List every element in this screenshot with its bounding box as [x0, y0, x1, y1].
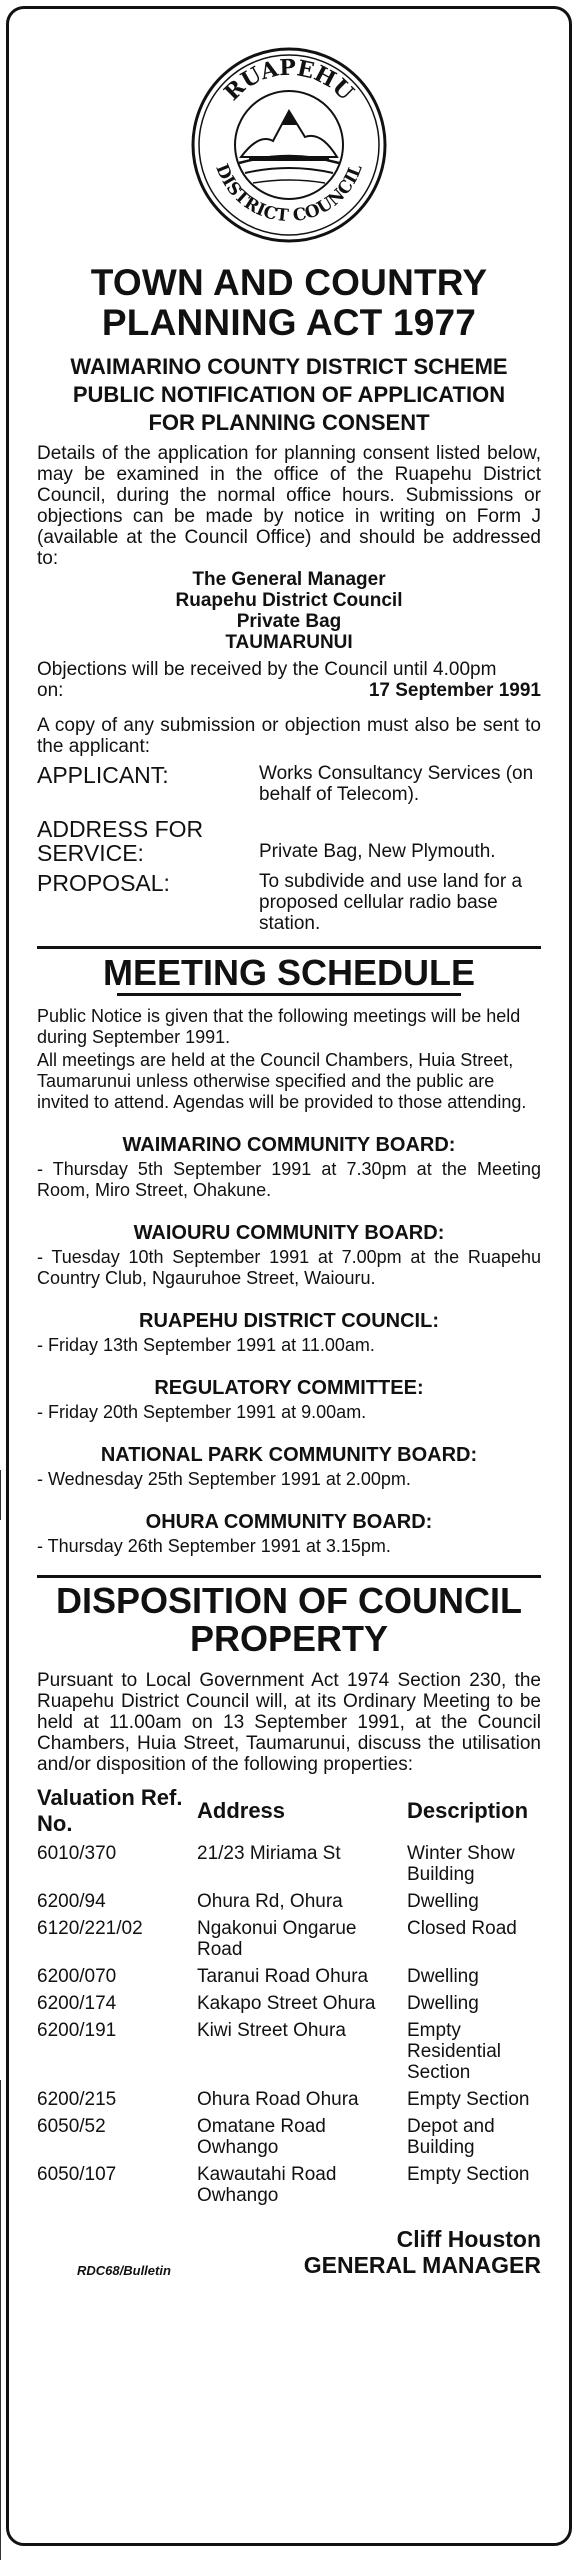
reference-code: RDC68/Bulletin — [77, 2263, 171, 2278]
service-row: ADDRESS FOR SERVICE: Private Bag, New Plymouth. — [37, 816, 496, 866]
valuation-ref-cell: 6200/191 — [37, 2020, 117, 2041]
description-cell: Empty Section — [407, 2089, 530, 2110]
description-cell: Dwelling — [407, 1966, 479, 1987]
valuation-ref-cell: 6120/221/02 — [37, 1918, 143, 1939]
meeting-detail: - Wednesday 25th September 1991 at 2.00pm. — [37, 1469, 411, 1489]
meeting-schedule-heading: MEETING SCHEDULE — [102, 952, 476, 993]
seal-bottom-text: DISTRICT COUNCIL — [211, 161, 367, 227]
disposition-intro: Pursuant to Local Government Act 1974 Section 230, the Ruapehu District Council will, at its Ordinary Meeting to be held at 11.00am on 13 September 1991, at the Council Chambers, Huia Street, Taumarunui, discuss the utilisation and/or disposition of the following properties: — [37, 1670, 541, 1775]
signatory-name: Cliff Houston — [396, 2226, 541, 2252]
meeting-board-name: WAIOURU COMMUNITY BOARD: — [133, 1222, 445, 1244]
council-seal-logo — [189, 45, 389, 245]
section-divider — [37, 946, 541, 949]
address-cell: Kawautahi Road Owhango — [197, 2164, 337, 2206]
valuation-ref-cell: 6200/070 — [37, 1966, 117, 1987]
heading-underline — [117, 993, 461, 996]
meeting-detail: - Friday 20th September 1991 at 9.00am. — [37, 1402, 367, 1422]
description-cell: Closed Road — [407, 1918, 517, 1939]
margin-rule — [0, 1470, 5, 1520]
table-row — [37, 1960, 541, 1987]
table-row — [37, 1885, 541, 1912]
notice-title: TOWN AND COUNTRY PLANNING ACT 1977 — [90, 262, 488, 343]
table-row — [37, 2083, 541, 2110]
meeting-list — [37, 1133, 541, 1557]
address-cell: Taranui Road Ohura — [197, 1966, 369, 1987]
address-cell: Kiwi Street Ohura — [197, 2020, 346, 2041]
intro-paragraph: Details of the application for planning consent listed below, may be examined in the office of the Ruapehu District Council, during the normal office hours. Submissions or objections can be made by notice in writing on Form J (available at the Council Office) and should be addressed to: — [37, 443, 541, 569]
address-cell: Ohura Rd, Ohura — [197, 1891, 343, 1912]
table-header-row: Valuation Ref. No. Address Description — [37, 1785, 529, 1836]
description-cell: Empty Residential Section — [407, 2020, 501, 2083]
meeting-detail: - Thursday 5th September 1991 at 7.30pm at the Meeting Room, Miro Street, Ohakune. — [37, 1159, 541, 1200]
table-row — [37, 1912, 541, 1960]
description-cell: Dwelling — [407, 1993, 479, 2014]
table-row — [37, 1987, 541, 2014]
disposition-heading: DISPOSITION OF COUNCIL PROPERTY — [55, 1580, 522, 1659]
objection-date-row: on: 17 September 1991 — [37, 680, 541, 701]
table-row — [37, 2158, 541, 2206]
description-cell: Winter Show Building — [407, 1843, 515, 1885]
notice-page — [6, 6, 572, 2546]
section-divider — [37, 1575, 541, 1578]
address-cell: 21/23 Miriama St — [197, 1843, 341, 1864]
scheme-heading: WAIMARINO COUNTY DISTRICT SCHEME — [70, 354, 508, 379]
meeting-detail: - Tuesday 10th September 1991 at 7.00pm at the Ruapehu Country Club, Ngauruhoe Street, Waiouru. — [37, 1247, 541, 1288]
meeting-intro: Public Notice is given that the following meetings will be held during September 1991. — [37, 1006, 521, 1047]
meeting-detail: - Friday 13th September 1991 at 11.00am. — [37, 1335, 375, 1355]
description-cell: Empty Section — [407, 2164, 530, 2185]
address-cell: Omatane Road Owhango — [197, 2116, 326, 2158]
description-cell: Dwelling — [407, 1891, 479, 1912]
margin-rule — [0, 2080, 5, 2560]
meeting-board-name: OHURA COMMUNITY BOARD: — [145, 1511, 433, 1533]
meeting-board-name: RUAPEHU DISTRICT COUNCIL: — [139, 1310, 439, 1332]
objection-deadline: Objections will be received by the Council until 4.00pm — [37, 659, 497, 680]
description-cell: Depot and Building — [407, 2116, 495, 2158]
valuation-ref-cell: 6200/94 — [37, 1891, 106, 1912]
table-row — [37, 2110, 541, 2158]
meeting-location-note: All meetings are held at the Council Chambers, Huia Street, Taumarunui unless otherwise specified and the public are invited to attend. Agendas will be provided to those attending. — [37, 1050, 527, 1112]
proposal-row: PROPOSAL: To subdivide and use land for a proposed cellular radio base station. — [37, 870, 523, 934]
table-row — [37, 1837, 541, 1885]
meeting-board-name: REGULATORY COMMITTEE: — [154, 1377, 424, 1399]
notification-heading: PUBLIC NOTIFICATION OF APPLICATION — [72, 382, 506, 407]
valuation-ref-cell: 6050/52 — [37, 2116, 106, 2137]
seal-top-text: RUAPEHU — [219, 54, 359, 106]
applicant-row: APPLICANT: Works Consultancy Services (on behalf of Telecom). — [37, 762, 534, 805]
signoff-row — [37, 2252, 541, 2278]
mailing-address: The General Manager Ruapehu District Council Private Bag TAUMARUNUI — [175, 569, 403, 653]
address-cell: Ngakonui Ongarue Road — [197, 1918, 357, 1960]
meeting-board-name: WAIMARINO COMMUNITY BOARD: — [122, 1134, 456, 1156]
meeting-board-name: NATIONAL PARK COMMUNITY BOARD: — [100, 1444, 478, 1466]
meeting-detail: - Thursday 26th September 1991 at 3.15pm. — [37, 1536, 391, 1556]
address-cell: Ohura Road Ohura — [197, 2089, 359, 2110]
property-table — [37, 1785, 541, 2206]
valuation-ref-cell: 6200/215 — [37, 2089, 117, 2110]
objection-date: 17 September 1991 — [368, 680, 541, 701]
signatory-title: GENERAL MANAGER — [303, 2252, 541, 2278]
copy-note: A copy of any submission or objection must also be sent to the applicant: — [37, 715, 541, 757]
valuation-ref-cell: 6050/107 — [37, 2164, 117, 2185]
valuation-ref-cell: 6200/174 — [37, 1993, 117, 2014]
consent-heading: FOR PLANNING CONSENT — [148, 410, 430, 435]
address-cell: Kakapo Street Ohura — [197, 1993, 376, 2014]
table-row — [37, 2014, 541, 2083]
valuation-ref-cell: 6010/370 — [37, 1843, 117, 1864]
